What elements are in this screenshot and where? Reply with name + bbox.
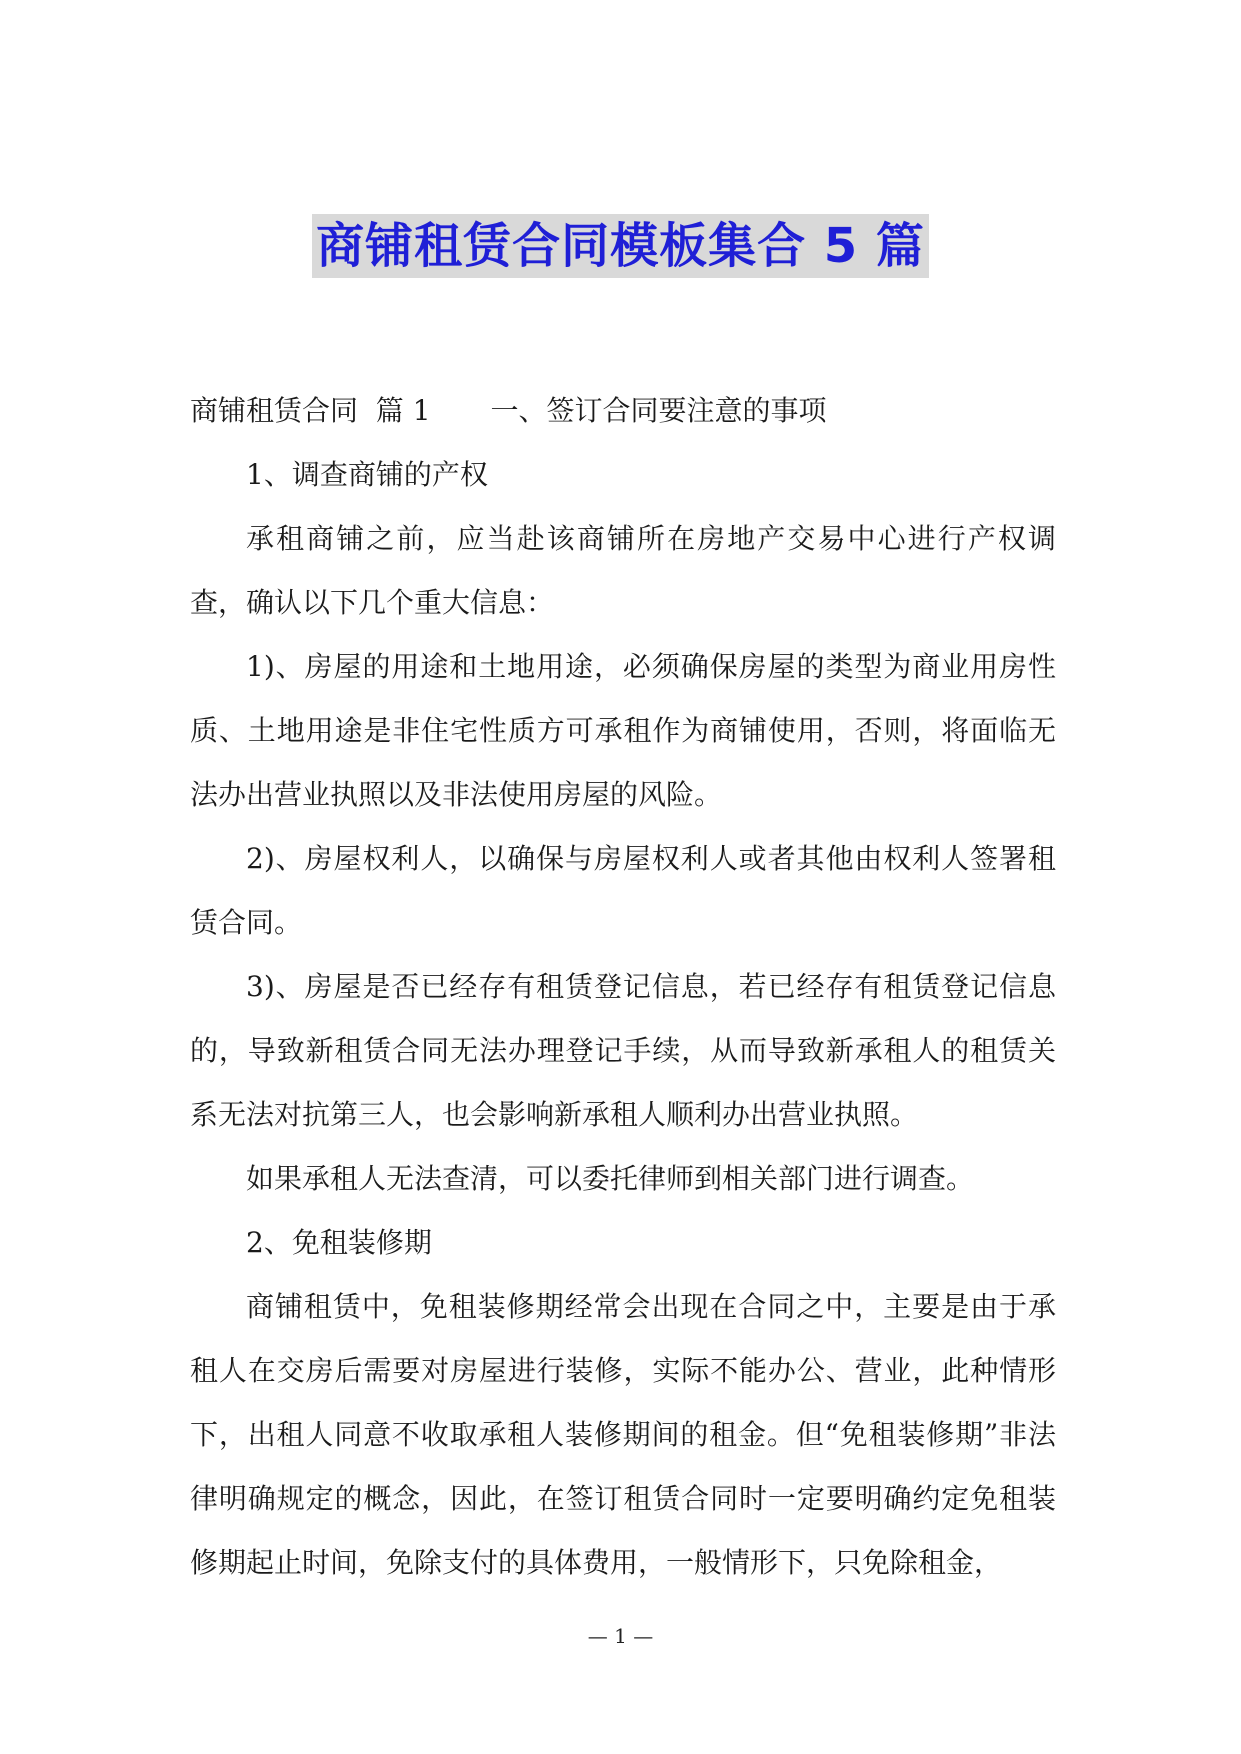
document-body [190, 379, 1056, 1595]
paragraph-item-2: 2)、房屋权利人，以确保与房屋权利人或者其他由权利人签署租赁合同。 [190, 842, 1056, 939]
paragraph-rent-free-heading: 2、免租装修期 [246, 1226, 432, 1259]
title-container [0, 214, 1241, 278]
section-heading-line [190, 379, 1056, 443]
page-number: — 1 — [587, 1624, 654, 1648]
paragraph-item-1: 1)、房屋的用途和土地用途，必须确保房屋的类型为商业用房性质、土地用途是非住宅性质方可承租作为商铺使用，否则，将面临无法办出营业执照以及非法使用房屋的风险。 [190, 650, 1056, 811]
section-heading: 一、签订合同要注意的事项 [490, 394, 827, 427]
paragraph-rent-free: 商铺租赁中，免租装修期经常会出现在合同之中，主要是由于承租人在交房后需要对房屋进行装修，实际不能办公、营业，此种情形下，出租人同意不收取承租人装修期间的租金。但“免租装修期”非法律明确规定的概念，因此，在签订租赁合同时一定要明确约定免租装修期起止时间，免除支付的具体费用，一般情形下，只免除租金， [190, 1290, 1056, 1579]
section-label: 商铺租赁合同 篇 1 [190, 394, 431, 427]
paragraph-lawyer: 如果承租人无法查清，可以委托律师到相关部门进行调查。 [246, 1162, 975, 1195]
paragraph-item-3: 3)、房屋是否已经存有租赁登记信息，若已经存有租赁登记信息的，导致新租赁合同无法办理登记手续，从而导致新承租人的租赁关系无法对抗第三人，也会影响新承租人顺利办出营业执照。 [190, 970, 1056, 1131]
paragraph-pre-lease: 承租商铺之前，应当赴该商铺所在房地产交易中心进行产权调查，确认以下几个重大信息： [190, 522, 1056, 619]
paragraph-property-check: 1、调查商铺的产权 [246, 458, 488, 491]
document-title: 商铺租赁合同模板集合 5 篇 [312, 214, 929, 278]
